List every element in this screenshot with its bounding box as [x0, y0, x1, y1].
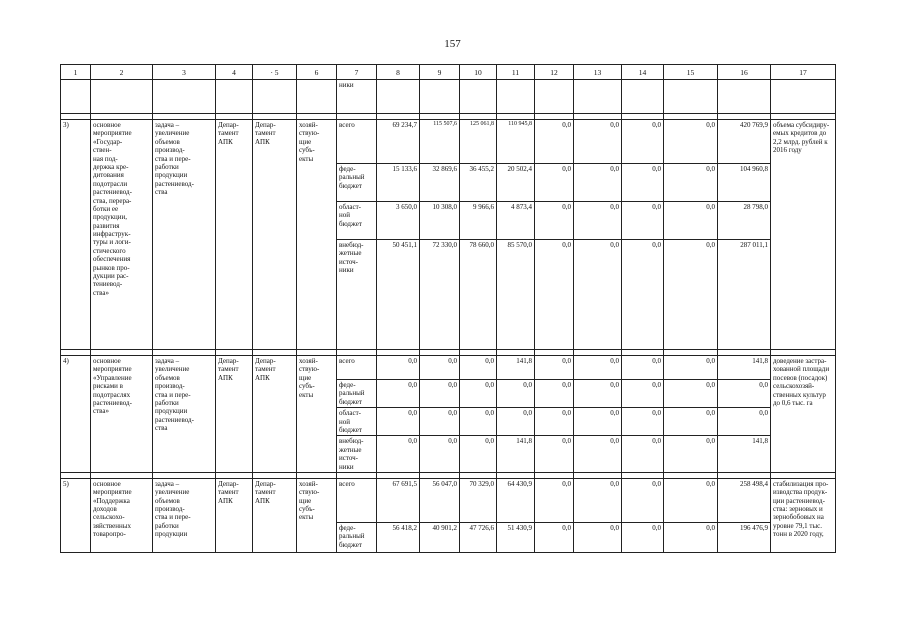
- empty-cell: [574, 80, 622, 114]
- empty-cell: [771, 80, 836, 114]
- empty-cell: [622, 80, 664, 114]
- funding-value: 0,0: [460, 380, 497, 408]
- funding-value: 141,8: [718, 436, 771, 473]
- col-number-header: 8: [377, 65, 420, 80]
- funding-value: 0,0: [460, 356, 497, 380]
- col-number-header: 3: [153, 65, 216, 80]
- funding-source: феде- ральный бюджет: [337, 522, 377, 552]
- funding-value: 0,0: [420, 436, 460, 473]
- funding-value: 0,0: [497, 380, 535, 408]
- empty-cell: [664, 80, 718, 114]
- executor: Депар- тамент АПК: [216, 356, 253, 473]
- funding-value: 0,0: [574, 408, 622, 436]
- funding-value: 0,0: [622, 120, 664, 164]
- co-executor: Депар- тамент АПК: [253, 478, 297, 552]
- funding-value: 0,0: [664, 164, 718, 202]
- participants: хозяй- ствую- щие субъ- екты: [297, 478, 337, 552]
- expected-result: доведение застра- хованной площади посевов (посадок) сельскохозяй- ственных культур до 0,6 тыс. га: [771, 356, 836, 473]
- funding-value: 78 660,0: [460, 240, 497, 350]
- funding-value: 0,0: [535, 240, 574, 350]
- co-executor: Депар- тамент АПК: [253, 356, 297, 473]
- funding-value: 9 966,6: [460, 202, 497, 240]
- funding-value: 0,0: [377, 436, 420, 473]
- activity-task: задача – увеличение объемов производ- ства и пере- работки продукции растениевод- ства: [153, 356, 216, 473]
- funding-value: 51 430,9: [497, 522, 535, 552]
- funding-value: 0,0: [622, 522, 664, 552]
- funding-value: 0,0: [664, 120, 718, 164]
- funding-value: 56 047,0: [420, 478, 460, 522]
- empty-cell: [216, 80, 253, 114]
- funding-value: 0,0: [718, 408, 771, 436]
- col-number-header: 15: [664, 65, 718, 80]
- activity-task: задача – увеличение объемов производ- ства и пере- работки продукции растениевод- ства: [153, 120, 216, 350]
- co-executor: Депар- тамент АПК: [253, 120, 297, 350]
- empty-cell: [61, 80, 91, 114]
- expected-result: стабилизация про- изводства продук- ции растениевод- ства: зерновых и зернобобовых на уровне 79,1 тыс. тонн в 2020 году,: [771, 478, 836, 552]
- empty-cell: [420, 80, 460, 114]
- funding-value: 0,0: [377, 380, 420, 408]
- funding-value: 0,0: [574, 356, 622, 380]
- funding-value: 0,0: [664, 478, 718, 522]
- funding-value: 0,0: [535, 408, 574, 436]
- funding-value: 50 451,1: [377, 240, 420, 350]
- funding-value: 32 869,6: [420, 164, 460, 202]
- activity-number: 4): [61, 356, 91, 473]
- funding-value: 0,0: [664, 356, 718, 380]
- funding-value: 0,0: [622, 356, 664, 380]
- funding-value: 0,0: [664, 380, 718, 408]
- activity-task: задача – увеличение объемов производ- ства и пере- работки продукции: [153, 478, 216, 552]
- col-number-header: 16: [718, 65, 771, 80]
- funding-value: 0,0: [622, 408, 664, 436]
- funding-value: 0,0: [622, 478, 664, 522]
- funding-value: 0,0: [664, 522, 718, 552]
- funding-value: 420 769,9: [718, 120, 771, 164]
- funding-value: 56 418,2: [377, 522, 420, 552]
- continuation-row: [61, 80, 836, 114]
- col-number-header: · 5: [253, 65, 297, 80]
- funding-value: 0,0: [664, 202, 718, 240]
- funding-value: 40 901,2: [420, 522, 460, 552]
- page-number: 157: [444, 38, 461, 50]
- expected-result: объема субсидиру- емых кредитов до 2,2 млрд. рублей к 2016 году: [771, 120, 836, 350]
- funding-source: област- ной бюджет: [337, 202, 377, 240]
- empty-cell: [297, 80, 337, 114]
- funding-value: 0,0: [535, 522, 574, 552]
- empty-cell: [253, 80, 297, 114]
- funding-value: 20 502,4: [497, 164, 535, 202]
- empty-cell: [535, 80, 574, 114]
- funding-value: 15 133,6: [377, 164, 420, 202]
- funding-source: внебюд- жетные источ- ники: [337, 240, 377, 350]
- col-number-header: 17: [771, 65, 836, 80]
- funding-value: 0,0: [622, 240, 664, 350]
- funding-source: внебюд- жетные источ- ники: [337, 436, 377, 473]
- funding-value: 85 570,0: [497, 240, 535, 350]
- funding-value: 0,0: [622, 436, 664, 473]
- funding-value: 4 873,4: [497, 202, 535, 240]
- funding-source: всего: [337, 356, 377, 380]
- funding-value: 104 960,8: [718, 164, 771, 202]
- funding-value: 0,0: [574, 240, 622, 350]
- empty-cell: [497, 80, 535, 114]
- funding-value: 0,0: [460, 408, 497, 436]
- col-number-header: 11: [497, 65, 535, 80]
- activity-name: основное мероприятие «Управление рисками в подотраслях растениевод- ства»: [91, 356, 153, 473]
- col-number-header: 7: [337, 65, 377, 80]
- col-number-header: 6: [297, 65, 337, 80]
- funding-value: 28 798,0: [718, 202, 771, 240]
- col-number-header: 12: [535, 65, 574, 80]
- funding-value: 0,0: [535, 356, 574, 380]
- executor: Депар- тамент АПК: [216, 478, 253, 552]
- activity-name: основное мероприятие «Государ- ствен- ная под- держка кре- дитования подотрасли растениевод- ства, перера- ботки ее продукции, развития инфраструк- туры и логи- стического обеспечения рынков про- дукции рас- тениевод- ства»: [91, 120, 153, 350]
- funding-value: 69 234,7: [377, 120, 420, 164]
- funding-value: 0,0: [664, 436, 718, 473]
- funding-value: 0,0: [664, 408, 718, 436]
- funding-value: 0,0: [535, 478, 574, 522]
- funding-value: 0,0: [574, 202, 622, 240]
- funding-value: 67 691,5: [377, 478, 420, 522]
- funding-value: 0,0: [420, 356, 460, 380]
- funding-value: 70 329,0: [460, 478, 497, 522]
- funding-value: 0,0: [574, 380, 622, 408]
- funding-source: феде- ральный бюджет: [337, 380, 377, 408]
- funding-value: 0,0: [622, 380, 664, 408]
- funding-value: 115 507,6: [420, 120, 460, 164]
- funding-value: 0,0: [377, 356, 420, 380]
- col-number-header: 14: [622, 65, 664, 80]
- activity-name: основное мероприятие «Поддержка доходов сельскохо- зяйственных товаропро-: [91, 478, 153, 552]
- empty-cell: [377, 80, 420, 114]
- col-number-header: 10: [460, 65, 497, 80]
- funding-value: 64 430,9: [497, 478, 535, 522]
- funding-value: 125 061,8: [460, 120, 497, 164]
- executor: Депар- тамент АПК: [216, 120, 253, 350]
- funding-source: всего: [337, 120, 377, 164]
- funding-value: 110 945,8: [497, 120, 535, 164]
- funding-value: 141,8: [497, 356, 535, 380]
- empty-cell: [91, 80, 153, 114]
- budget-table: [60, 64, 836, 553]
- funding-value: 0,0: [574, 478, 622, 522]
- empty-cell: [460, 80, 497, 114]
- funding-value: 0,0: [622, 164, 664, 202]
- activity-number: 3): [61, 120, 91, 350]
- funding-value: 0,0: [574, 120, 622, 164]
- funding-value: 0,0: [497, 408, 535, 436]
- funding-value: 0,0: [420, 408, 460, 436]
- funding-value: 287 011,1: [718, 240, 771, 350]
- funding-value: 0,0: [574, 164, 622, 202]
- financing-row: [61, 478, 836, 522]
- funding-value: 0,0: [535, 202, 574, 240]
- funding-value: 0,0: [664, 240, 718, 350]
- funding-value: 196 476,9: [718, 522, 771, 552]
- funding-value: 10 308,0: [420, 202, 460, 240]
- funding-value: 3 650,0: [377, 202, 420, 240]
- funding-source: всего: [337, 478, 377, 522]
- funding-value: 0,0: [535, 120, 574, 164]
- funding-value: 0,0: [535, 380, 574, 408]
- funding-value: 141,8: [497, 436, 535, 473]
- col-number-header: 4: [216, 65, 253, 80]
- funding-value: 0,0: [535, 164, 574, 202]
- col-number-header: 9: [420, 65, 460, 80]
- funding-value: 141,8: [718, 356, 771, 380]
- col-number-header: 13: [574, 65, 622, 80]
- empty-cell: [153, 80, 216, 114]
- funding-value: 258 498,4: [718, 478, 771, 522]
- empty-cell: [718, 80, 771, 114]
- financing-row: [61, 356, 836, 380]
- funding-source: област- ной бюджет: [337, 408, 377, 436]
- funding-value: 0,0: [460, 436, 497, 473]
- funding-value: 0,0: [622, 202, 664, 240]
- funding-value: 0,0: [420, 380, 460, 408]
- funding-value: 0,0: [718, 380, 771, 408]
- col-number-header: 1: [61, 65, 91, 80]
- activity-number: 5): [61, 478, 91, 552]
- funding-value: 0,0: [535, 436, 574, 473]
- funding-source: феде- ральный бюджет: [337, 164, 377, 202]
- financing-row: [61, 120, 836, 164]
- col-number-header: 2: [91, 65, 153, 80]
- participants: хозяй- ствую- щие субъ- екты: [297, 356, 337, 473]
- funding-value: 0,0: [377, 408, 420, 436]
- funding-value: 47 726,6: [460, 522, 497, 552]
- column-number-row: [61, 65, 836, 80]
- funding-value: 0,0: [574, 522, 622, 552]
- continued-source-cell: ники: [337, 80, 377, 114]
- participants: хозяй- ствую- щие субъ- екты: [297, 120, 337, 350]
- funding-value: 0,0: [574, 436, 622, 473]
- funding-value: 72 330,0: [420, 240, 460, 350]
- funding-value: 36 455,2: [460, 164, 497, 202]
